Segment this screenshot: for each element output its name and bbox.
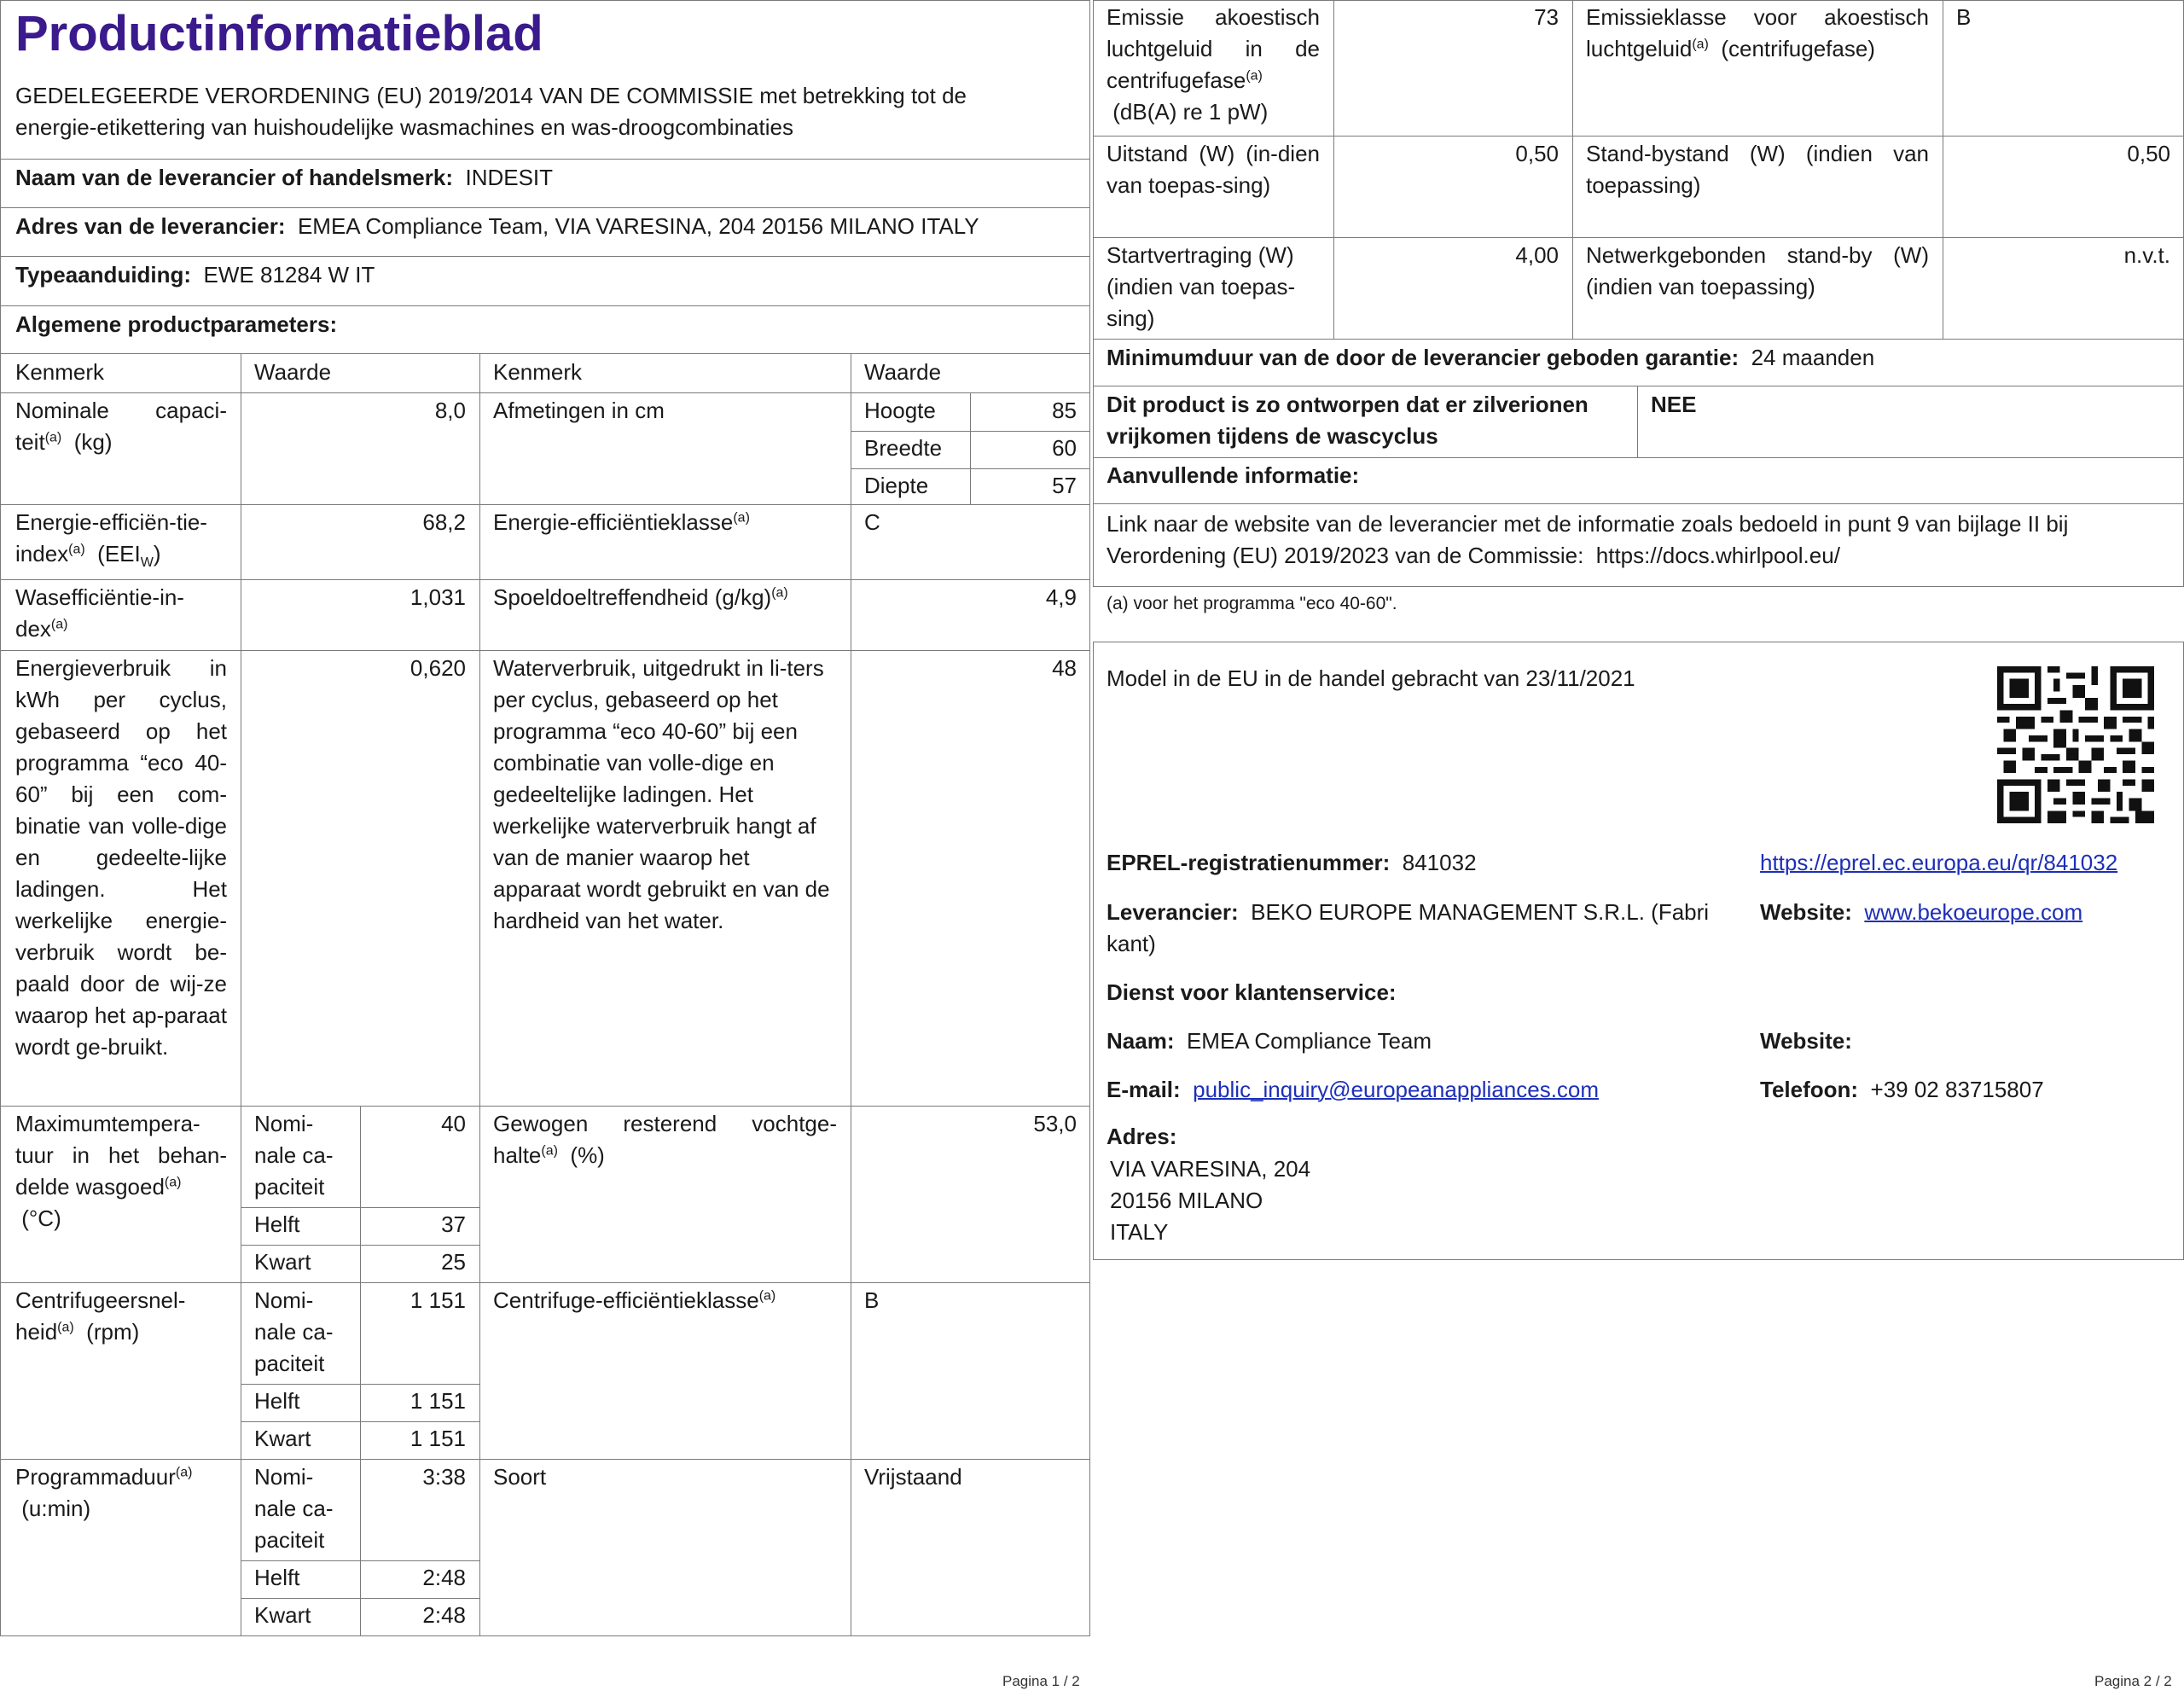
regulation-text: GEDELEGEERDE VERORDENING (EU) 2019/2014 VAN DE COMMISSIE met betrekking tot de energie-etikettering van huishoudelijke wasmachines en was-droogcombinaties xyxy=(15,83,967,140)
supplier-address-row: Adres van de leverancier: EMEA Compliance Team, VIA VARESINA, 204 20156 MILANO ITALY xyxy=(15,213,979,239)
address-line-1: VIA VARESINA, 204 xyxy=(1110,1156,1311,1182)
model-row: Typeaanduiding: EWE 81284 W IT xyxy=(15,262,375,288)
supplier-row: Leverancier: BEKO EUROPE MANAGEMENT S.R.L. (Fabri kant) xyxy=(1107,899,1710,956)
spin-half-value: 1 151 xyxy=(410,1388,466,1414)
prog-nominal-label: Nomi-nale ca-paciteit xyxy=(254,1464,334,1553)
rinse-value: 4,9 xyxy=(1045,584,1077,610)
header-waarde-2: Waarde xyxy=(864,359,942,385)
supplier-link-text: Link naar de website van de leverancier met de informatie zoals bedoeld in punt 9 van bijlage II bij Verordening (EU) 2019/2023 van de Commissie: https://docs.whirlpool.eu/ xyxy=(1107,511,2069,568)
page2-number: Pagina 2 / 2 xyxy=(2094,1673,2172,1689)
water-label: Waterverbruik, uitgedrukt in li-ters per cyclus, gebaseerd op het programma “eco 40-60” bij een combinatie van volle-dige en gedeeltelijke ladingen. Het werkelijke waterverbruik hangt af van de manier waarop het apparaat wordt gebruikt en van de hardheid van het water. xyxy=(493,655,830,933)
delay-value: 4,00 xyxy=(1515,242,1559,268)
spin-label: Centrifugeersnel-heid$^{(a)}$ (rpm) xyxy=(15,1287,186,1345)
general-params-label: Algemene productparameters: xyxy=(15,311,338,337)
energy-value: 0,620 xyxy=(410,655,466,681)
spin-quarter-value: 1 151 xyxy=(410,1426,466,1451)
silver-label: Dit product is zo ontworpen dat er zilverionen vrijkomen tijdens de wascyclus xyxy=(1107,392,1589,449)
address-label: Adres: xyxy=(1107,1124,1177,1149)
prog-quarter-value: 2:48 xyxy=(422,1602,466,1628)
page1-number: Pagina 1 / 2 xyxy=(1002,1673,1080,1689)
prog-half-label: Helft xyxy=(254,1565,300,1590)
wash-eff-label: Wasefficiëntie-in-dex$^{(a)}$ xyxy=(15,584,184,642)
moisture-value: 53,0 xyxy=(1033,1111,1077,1136)
additional-info-label: Aanvullende informatie: xyxy=(1107,462,1360,488)
service-website-label: Website: xyxy=(1760,1028,1852,1054)
type-value: Vrijstaand xyxy=(864,1464,962,1490)
noise-value: 73 xyxy=(1534,4,1559,30)
rinse-label: Spoeldoeltreffendheid $(g/kg)^{(a)}$ xyxy=(493,584,788,610)
moisture-label: Gewogen resterend vochtge-halte$^{(a)}$ (%) xyxy=(493,1111,837,1168)
service-email-row: E-mail: public_inquiry@europeanappliances.com xyxy=(1107,1077,1600,1102)
service-heading: Dienst voor klantenservice: xyxy=(1107,979,1397,1005)
water-value: 48 xyxy=(1052,655,1077,681)
spin-nominal-label: Nomi-nale ca-paciteit xyxy=(254,1287,334,1376)
offmode-value: 0,50 xyxy=(1515,141,1559,166)
prog-nominal-value: 3:38 xyxy=(422,1464,466,1490)
supplier-website-row: Website: www.bekoeurope.com xyxy=(1760,899,2083,925)
temp-quarter-value: 25 xyxy=(441,1249,466,1275)
spin-quarter-label: Kwart xyxy=(254,1426,311,1451)
noise-label: Emissie akoestisch luchtgeluid in de centrifugefase$^{(a)}$ (dB(A) re 1 pW) xyxy=(1107,4,1320,125)
prog-quarter-label: Kwart xyxy=(254,1602,311,1628)
eprel-row: EPREL-registratienummer: 841032 xyxy=(1107,850,1477,875)
warranty-row: Minimumduur van de door de leverancier geboden garantie: 24 maanden xyxy=(1107,345,1875,370)
header-waarde-1: Waarde xyxy=(254,359,332,385)
depth-value: 57 xyxy=(1052,473,1077,498)
width-label: Breedte xyxy=(864,435,943,461)
service-email-link[interactable]: public_inquiry@europeanappliances.com xyxy=(1193,1077,1600,1102)
depth-label: Diepte xyxy=(864,473,929,498)
height-label: Hoogte xyxy=(864,398,936,423)
netstandby-value: n.v.t. xyxy=(2123,242,2170,268)
temp-nominal-label: Nomi-nale ca-paciteit xyxy=(254,1111,334,1200)
footnote: (a) voor het programma "eco 40-60". xyxy=(1107,594,1397,613)
height-value: 85 xyxy=(1052,398,1077,423)
address-line-2: 20156 MILANO xyxy=(1110,1188,1263,1213)
standby-label: Stand-bystand (W) (indien van toepassing) xyxy=(1586,141,1929,198)
temp-label: Maximumtempera-tuur in het behan-delde wasgoed$^{(a)}$ (°C) xyxy=(15,1111,227,1231)
placed-on-market: Model in de EU in de handel gebracht van 23/11/2021 xyxy=(1107,665,1635,691)
prog-label: Programmaduur$^{(a)}$ (u:min) xyxy=(15,1464,193,1521)
address-line-3: ITALY xyxy=(1110,1219,1169,1245)
energy-class-value: C xyxy=(864,509,880,535)
qr-code-icon xyxy=(1997,666,2154,823)
eprel-link[interactable]: https://eprel.ec.europa.eu/qr/841032 xyxy=(1760,850,2118,875)
noise-class-value: B xyxy=(1956,4,1972,30)
temp-nominal-value: 40 xyxy=(441,1111,466,1136)
wash-eff-value: 1,031 xyxy=(410,584,466,610)
eei-label: Energie-efficiën-tie-index$^{(a)}$ $(EEI_W)$ xyxy=(15,509,207,571)
noise-class-label: Emissieklasse voor akoestisch luchtgeluid$^{(a)}$ (centrifugefase) xyxy=(1586,4,1929,61)
temp-half-value: 37 xyxy=(441,1211,466,1237)
dimensions-label: Afmetingen in cm xyxy=(493,398,665,423)
service-name-row: Naam: EMEA Compliance Team xyxy=(1107,1028,1432,1054)
temp-half-label: Helft xyxy=(254,1211,300,1237)
capacity-label: Nominale capaci-teit$^{(a)}$ (kg) xyxy=(15,398,227,455)
type-label: Soort xyxy=(493,1464,547,1490)
page-title: Productinformatieblad xyxy=(15,6,543,61)
spin-class-label: Centrifuge-efficiëntieklasse$^{(a)}$ xyxy=(493,1287,776,1313)
prog-half-value: 2:48 xyxy=(422,1565,466,1590)
width-value: 60 xyxy=(1052,435,1077,461)
energy-class-label: Energie-efficiëntieklasse$^{(a)}$ xyxy=(493,509,750,535)
eei-value: 68,2 xyxy=(422,509,466,535)
spin-nominal-value: 1 151 xyxy=(410,1287,466,1313)
offmode-label: Uitstand (W) (in-dien van toepas-sing) xyxy=(1107,141,1320,198)
capacity-value: 8,0 xyxy=(434,398,466,423)
header-kenmerk-1: Kenmerk xyxy=(15,359,105,385)
spin-half-label: Helft xyxy=(254,1388,300,1414)
temp-quarter-label: Kwart xyxy=(254,1249,311,1275)
energy-label: Energieverbruik in kWh per cyclus, gebaseerd op het programma “eco 40-60” bij een com-binatie van volle-dige en gedeelte-lijke ladingen. Het werkelijke energie-verbruik wordt be-paald door de wij-ze waarop het ap-paraat wordt ge-bruikt. xyxy=(15,655,227,1060)
standby-value: 0,50 xyxy=(2127,141,2170,166)
silver-value: NEE xyxy=(1651,392,1697,417)
delay-label: Startvertraging (W) (indien van toepas-sing) xyxy=(1107,242,1296,331)
header-kenmerk-2: Kenmerk xyxy=(493,359,583,385)
supplier-name-row: Naam van de leverancier of handelsmerk: INDESIT xyxy=(15,165,554,190)
spin-class-value: B xyxy=(864,1287,880,1313)
netstandby-label: Netwerkgebonden stand-by (W) (indien van toepassing) xyxy=(1586,242,1929,299)
service-phone-row: Telefoon: +39 02 83715807 xyxy=(1760,1077,2044,1102)
supplier-website-link[interactable]: www.bekoeurope.com xyxy=(1864,899,2083,925)
